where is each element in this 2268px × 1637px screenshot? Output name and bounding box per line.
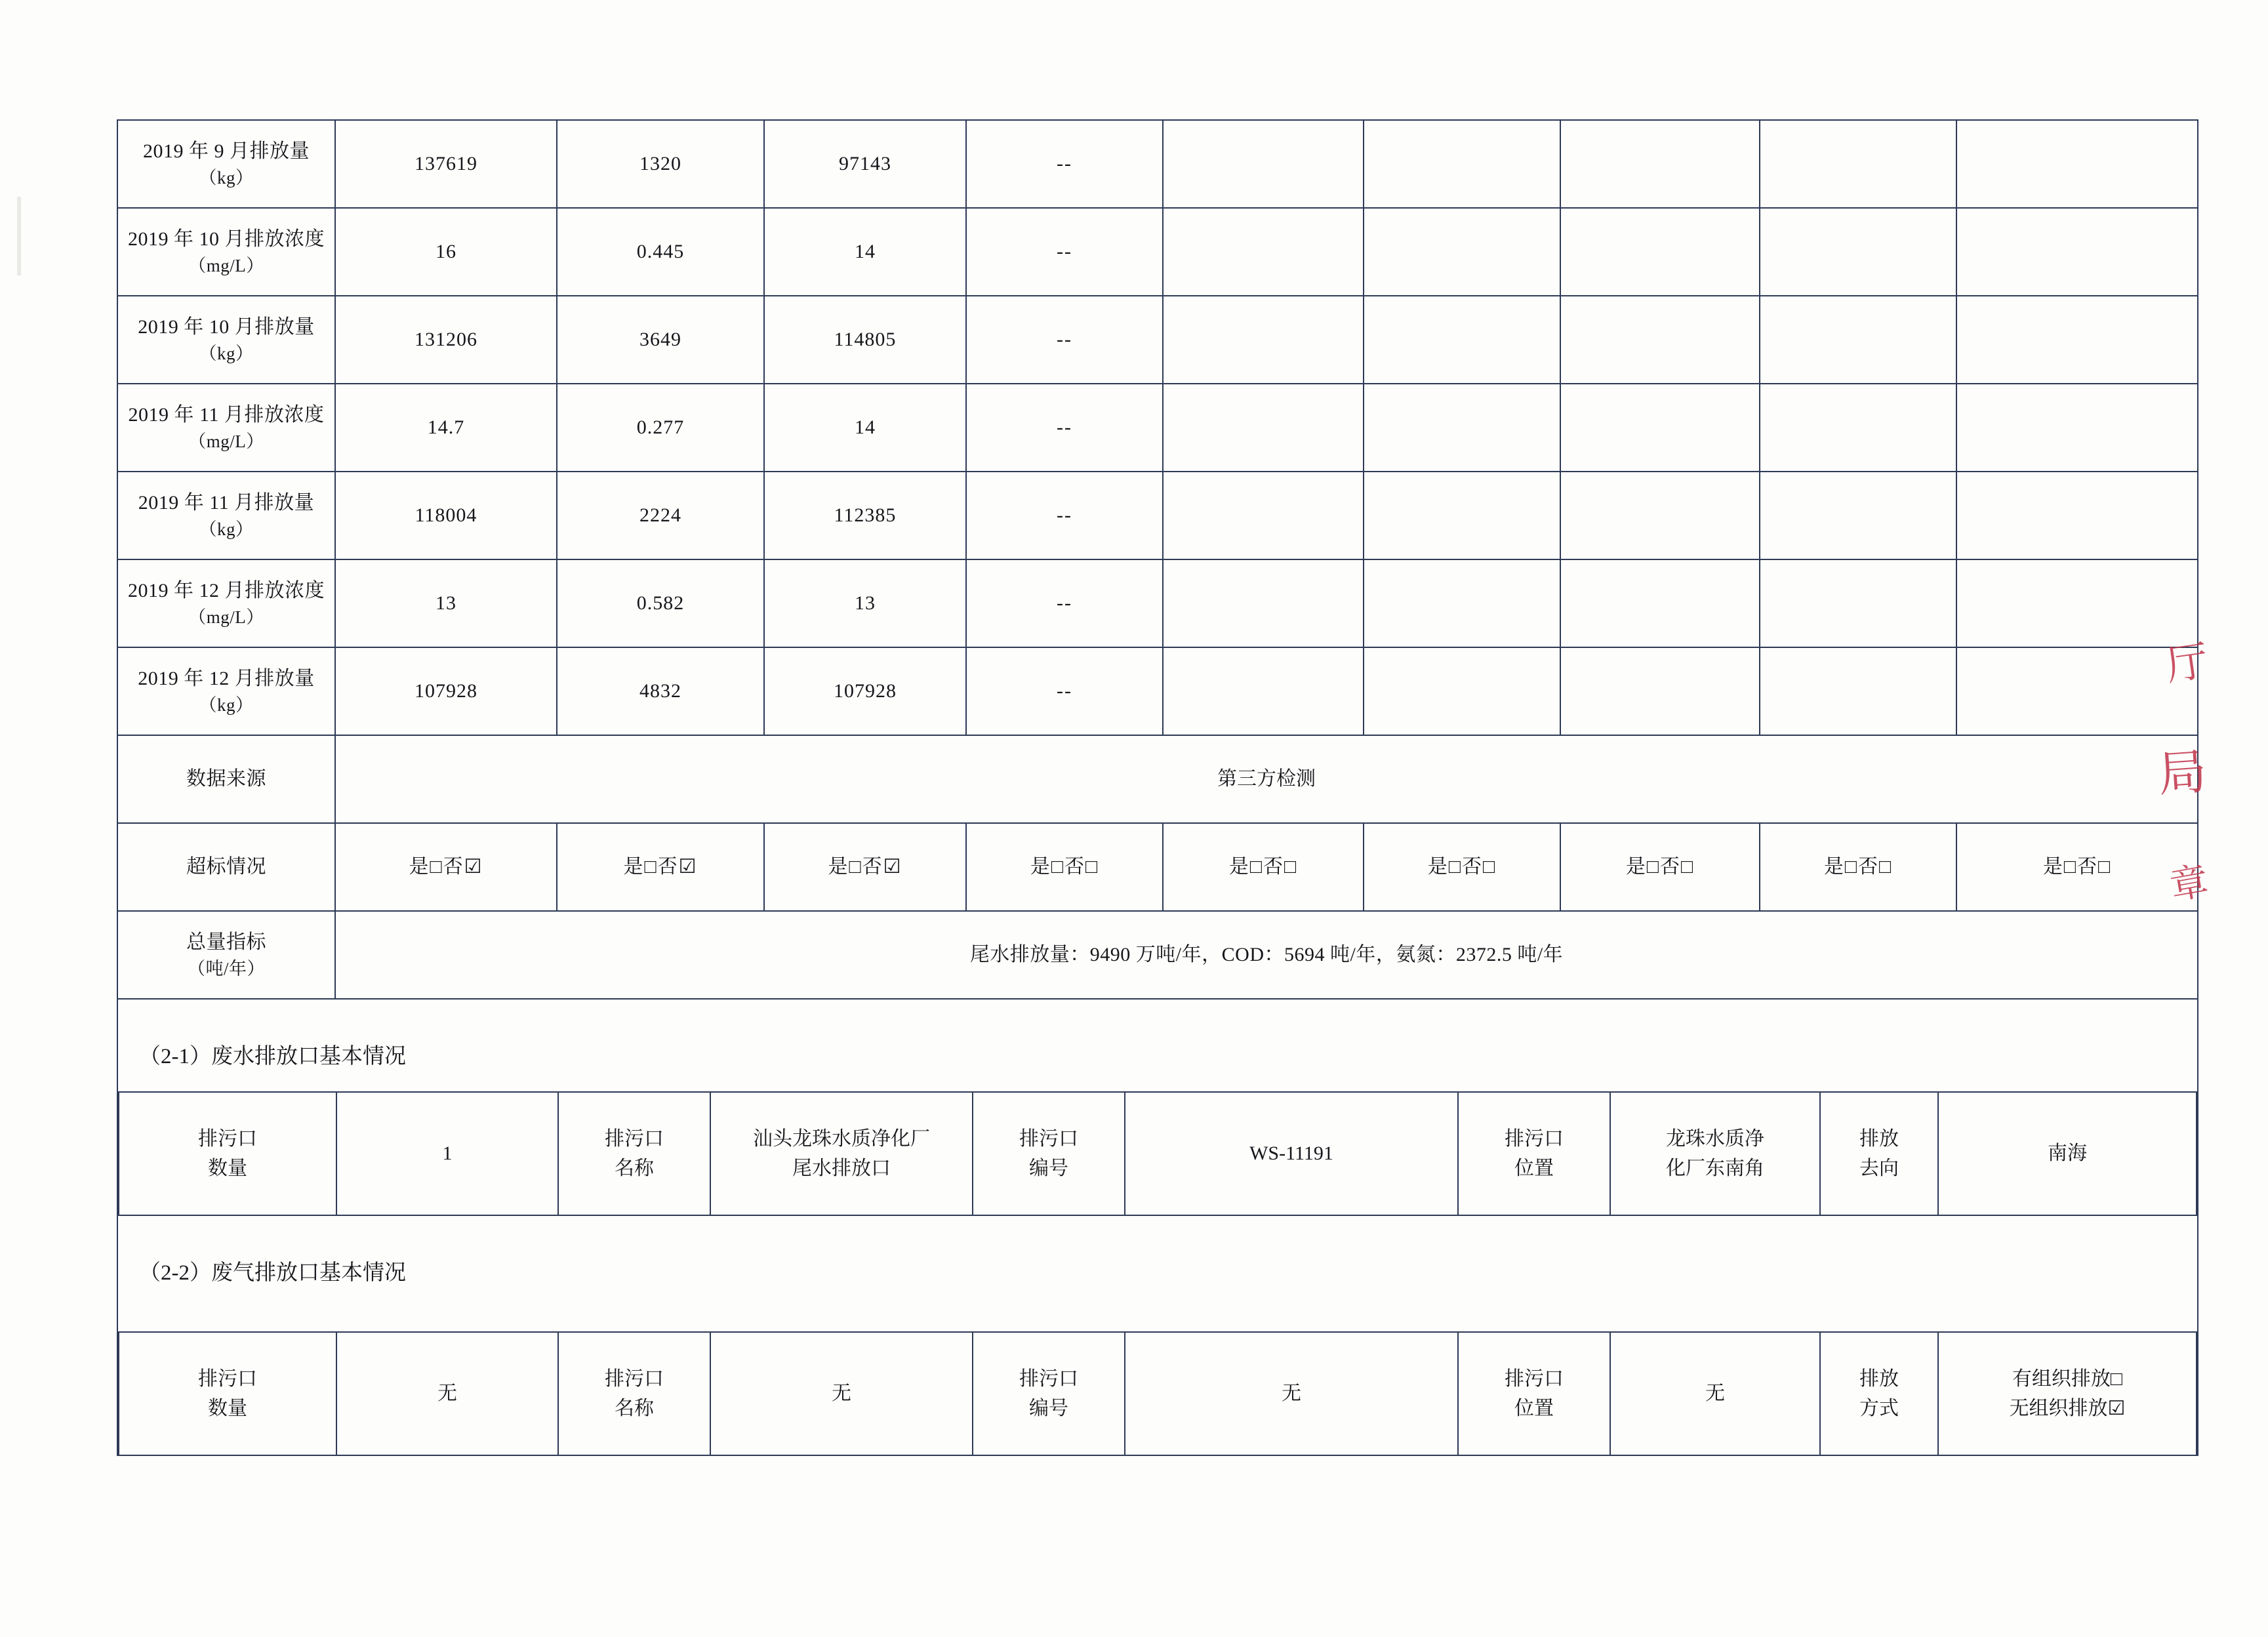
spacer xyxy=(117,999,2198,1023)
cell-value: 3649 xyxy=(557,296,764,384)
spacer-cell xyxy=(117,999,2198,1023)
outlet-direction-label xyxy=(1820,1092,1938,1215)
cell-value: 0.582 xyxy=(557,559,764,647)
cell-value xyxy=(1956,120,2198,208)
total-index-value: 尾水排放量：9490 万吨/年，COD：5694 吨/年，氨氮：2372.5 吨/年 xyxy=(335,911,2198,999)
gas-outlet-position-label-l1: 排污口 xyxy=(1505,1368,1564,1390)
stamp-fragment-3: 章 xyxy=(2166,859,2212,908)
cell-value xyxy=(1560,120,1760,208)
outlet-position-label-l2: 位置 xyxy=(1514,1158,1554,1179)
row-label-unit: （mg/L） xyxy=(188,256,264,276)
exceed-label: 超标情况 xyxy=(117,823,335,911)
cell-value xyxy=(1364,120,1560,208)
row-label-text: 2019 年 12 月排放量 xyxy=(138,667,315,689)
table-row xyxy=(117,384,2198,472)
cell-value xyxy=(1364,296,1560,384)
row-label-text: 2019 年 12 月排放浓度 xyxy=(128,579,325,601)
row-label xyxy=(117,384,335,472)
exceed-checkbox[interactable]: 是□否☑ xyxy=(764,823,966,911)
table-row xyxy=(117,472,2198,559)
cell-value: 4832 xyxy=(557,647,764,735)
cell-value xyxy=(1163,647,1364,735)
gas-outlet-count-value: 无 xyxy=(336,1332,558,1455)
outlet-code-value: WS-11191 xyxy=(1125,1092,1458,1215)
cell-value: 16 xyxy=(335,208,557,296)
row-label-unit: （kg） xyxy=(199,168,254,188)
gas-outlet-mode-label-l2: 方式 xyxy=(1859,1398,1899,1419)
cell-value xyxy=(1956,384,2198,472)
cell-value xyxy=(1163,208,1364,296)
cell-value: 0.277 xyxy=(557,384,764,472)
cell-value xyxy=(1560,208,1760,296)
outlet-count-label-l2: 数量 xyxy=(208,1158,247,1179)
section-2-2-table-wrapper xyxy=(117,1331,2198,1456)
outlet-name-label-l1: 排污口 xyxy=(605,1128,664,1150)
cell-value xyxy=(1163,120,1364,208)
cell-value: 107928 xyxy=(335,647,557,735)
exceed-checkbox[interactable]: 是□否□ xyxy=(1956,823,2198,911)
section-2-2-table-row xyxy=(117,1331,2198,1456)
exceed-checkbox[interactable]: 是□否□ xyxy=(1760,823,1956,911)
gas-outlet-count-label-l2: 数量 xyxy=(208,1398,247,1419)
outlet-name-label-l2: 名称 xyxy=(615,1158,654,1179)
outlet-position-value-l1: 龙珠水质净 xyxy=(1666,1128,1764,1150)
row-label xyxy=(117,296,335,384)
cell-value: 13 xyxy=(764,559,966,647)
cell-value: 131206 xyxy=(335,296,557,384)
gas-outlet-name-label-l1: 排污口 xyxy=(605,1368,664,1390)
cell-value: -- xyxy=(966,472,1163,559)
row-label xyxy=(117,559,335,647)
section-2-2-heading-row xyxy=(117,1240,2198,1308)
table-row xyxy=(119,1332,2197,1455)
row-label-unit: （kg） xyxy=(199,695,254,716)
cell-value: 0.445 xyxy=(557,208,764,296)
table-row xyxy=(117,647,2198,735)
outlet-direction-value: 南海 xyxy=(1938,1092,2197,1215)
cell-value xyxy=(1560,647,1760,735)
gas-outlet-position-value: 无 xyxy=(1610,1332,1820,1455)
outlet-count-value: 1 xyxy=(336,1092,558,1215)
table-row xyxy=(117,120,2198,208)
outlet-name-value xyxy=(710,1092,973,1215)
outlet-name-label xyxy=(558,1092,710,1215)
row-label-unit: （kg） xyxy=(199,344,254,364)
cell-value: 137619 xyxy=(335,120,557,208)
outlet-position-label xyxy=(1458,1092,1610,1215)
data-source-label: 数据来源 xyxy=(117,735,335,823)
cell-value: 14.7 xyxy=(335,384,557,472)
cell-value: 107928 xyxy=(764,647,966,735)
cell-value xyxy=(1760,384,1956,472)
table-row xyxy=(117,296,2198,384)
gas-outlet-mode-value[interactable] xyxy=(1938,1332,2197,1455)
row-label-text: 2019 年 10 月排放量 xyxy=(138,315,315,338)
spacer-cell xyxy=(117,1308,2198,1331)
exceed-checkbox[interactable]: 是□否□ xyxy=(1560,823,1760,911)
cell-value xyxy=(1560,384,1760,472)
cell-value xyxy=(1163,296,1364,384)
row-label xyxy=(117,208,335,296)
cell-value xyxy=(1364,559,1560,647)
cell-value xyxy=(1956,559,2198,647)
table-row xyxy=(119,1092,2197,1215)
exceed-checkbox[interactable]: 是□否☑ xyxy=(335,823,557,911)
cell-value xyxy=(1560,296,1760,384)
outlet-count-label-l1: 排污口 xyxy=(198,1128,257,1150)
unorganized-emission-checkbox[interactable]: 无组织排放☑ xyxy=(2009,1398,2126,1419)
cell-value: 118004 xyxy=(335,472,557,559)
gas-outlet-code-label-l2: 编号 xyxy=(1029,1398,1068,1419)
total-index-label-text: 总量指标 xyxy=(186,931,266,953)
organized-emission-checkbox[interactable]: 有组织排放□ xyxy=(2012,1368,2123,1390)
wastewater-outlet-table xyxy=(118,1091,2197,1216)
cell-value: -- xyxy=(966,208,1163,296)
gas-outlet-position-label-l2: 位置 xyxy=(1514,1398,1554,1419)
row-label-unit: （mg/L） xyxy=(188,607,264,628)
data-source-row xyxy=(117,735,2198,823)
outlet-name-value-l2: 尾水排放口 xyxy=(792,1158,891,1179)
cell-value xyxy=(1956,296,2198,384)
row-label xyxy=(117,120,335,208)
cell-value xyxy=(1760,208,1956,296)
row-label-text: 2019 年 11 月排放量 xyxy=(138,491,315,514)
cell-value: -- xyxy=(966,559,1163,647)
cell-value: 1320 xyxy=(557,120,764,208)
gas-outlet-mode-label xyxy=(1820,1332,1938,1455)
section-2-2-heading: （2-2）废气排放口基本情况 xyxy=(117,1240,2198,1308)
gas-outlet-name-label xyxy=(558,1332,710,1455)
gas-outlet-count-label xyxy=(119,1332,336,1455)
cell-value: 14 xyxy=(764,384,966,472)
row-label-unit: （mg/L） xyxy=(188,432,264,452)
cell-value xyxy=(1364,208,1560,296)
row-label-text: 2019 年 10 月排放浓度 xyxy=(128,228,325,250)
cell-value xyxy=(1364,384,1560,472)
cell-value xyxy=(1760,472,1956,559)
exceed-checkbox[interactable]: 是□否□ xyxy=(1364,823,1560,911)
cell-value xyxy=(1760,296,1956,384)
outlet-count-label xyxy=(119,1092,336,1215)
exceed-checkbox[interactable]: 是□否□ xyxy=(1163,823,1364,911)
outlet-code-label xyxy=(973,1092,1125,1215)
outlet-code-label-l1: 排污口 xyxy=(1019,1128,1078,1150)
cell-value: -- xyxy=(966,120,1163,208)
row-label-text: 2019 年 11 月排放浓度 xyxy=(128,403,325,426)
outlet-code-label-l2: 编号 xyxy=(1029,1158,1068,1179)
cell-value xyxy=(1760,120,1956,208)
exceed-checkbox[interactable]: 是□否☑ xyxy=(557,823,764,911)
section-2-1-heading-row xyxy=(117,1023,2198,1091)
row-label xyxy=(117,647,335,735)
cell-value xyxy=(1163,384,1364,472)
cell-value xyxy=(1163,559,1364,647)
spacer xyxy=(117,1216,2198,1240)
cell-value xyxy=(1760,647,1956,735)
waste-gas-outlet-table xyxy=(118,1331,2197,1456)
total-index-row xyxy=(117,911,2198,999)
gas-outlet-code-label-l1: 排污口 xyxy=(1019,1368,1078,1390)
outlet-direction-label-l1: 排放 xyxy=(1859,1128,1899,1150)
cell-value xyxy=(1956,647,2198,735)
total-index-label-unit: （吨/年） xyxy=(187,959,265,979)
row-label-text: 2019 年 9 月排放量 xyxy=(143,140,310,162)
cell-value xyxy=(1560,472,1760,559)
gas-outlet-code-value: 无 xyxy=(1125,1332,1458,1455)
stamp-fragment-2: 局 xyxy=(2156,745,2209,803)
cell-value: 97143 xyxy=(764,120,966,208)
outlet-position-value-l2: 化厂东南角 xyxy=(1666,1158,1764,1179)
section-2-1-table-row xyxy=(117,1091,2198,1216)
section-2-1-heading: （2-1）废水排放口基本情况 xyxy=(117,1023,2198,1091)
cell-value: 114805 xyxy=(764,296,966,384)
cell-value: -- xyxy=(966,384,1163,472)
outlet-position-label-l1: 排污口 xyxy=(1505,1128,1564,1150)
cell-value: -- xyxy=(966,647,1163,735)
exceed-row xyxy=(117,823,2198,911)
cell-value xyxy=(1956,472,2198,559)
row-label-unit: （kg） xyxy=(199,519,254,540)
cell-value xyxy=(1364,472,1560,559)
exceed-checkbox[interactable]: 是□否□ xyxy=(966,823,1163,911)
cell-value: 112385 xyxy=(764,472,966,559)
gas-outlet-position-label xyxy=(1458,1332,1610,1455)
cell-value xyxy=(1560,559,1760,647)
table-row xyxy=(117,208,2198,296)
page-edge-mark xyxy=(17,197,21,275)
gas-outlet-name-value: 无 xyxy=(710,1332,973,1455)
cell-value xyxy=(1956,208,2198,296)
gas-outlet-mode-label-l1: 排放 xyxy=(1859,1368,1899,1390)
data-source-value: 第三方检测 xyxy=(335,735,2198,823)
outlet-name-value-l1: 汕头龙珠水质净化厂 xyxy=(753,1128,930,1150)
row-label xyxy=(117,472,335,559)
cell-value xyxy=(1364,647,1560,735)
emission-data-table xyxy=(117,119,2198,1456)
gas-outlet-count-label-l1: 排污口 xyxy=(198,1368,257,1390)
table-row xyxy=(117,559,2198,647)
gas-outlet-name-label-l2: 名称 xyxy=(615,1398,654,1419)
cell-value: 13 xyxy=(335,559,557,647)
cell-value: -- xyxy=(966,296,1163,384)
stamp-fragment-1: 厅 xyxy=(2163,637,2212,690)
cell-value xyxy=(1163,472,1364,559)
cell-value: 14 xyxy=(764,208,966,296)
outlet-direction-label-l2: 去向 xyxy=(1859,1158,1899,1179)
section-2-1-table-wrapper xyxy=(117,1091,2198,1216)
cell-value: 2224 xyxy=(557,472,764,559)
spacer-cell xyxy=(117,1216,2198,1240)
gas-outlet-code-label xyxy=(973,1332,1125,1455)
cell-value xyxy=(1760,559,1956,647)
outlet-position-value xyxy=(1610,1092,1820,1215)
spacer xyxy=(117,1308,2198,1331)
total-index-label xyxy=(117,911,335,999)
